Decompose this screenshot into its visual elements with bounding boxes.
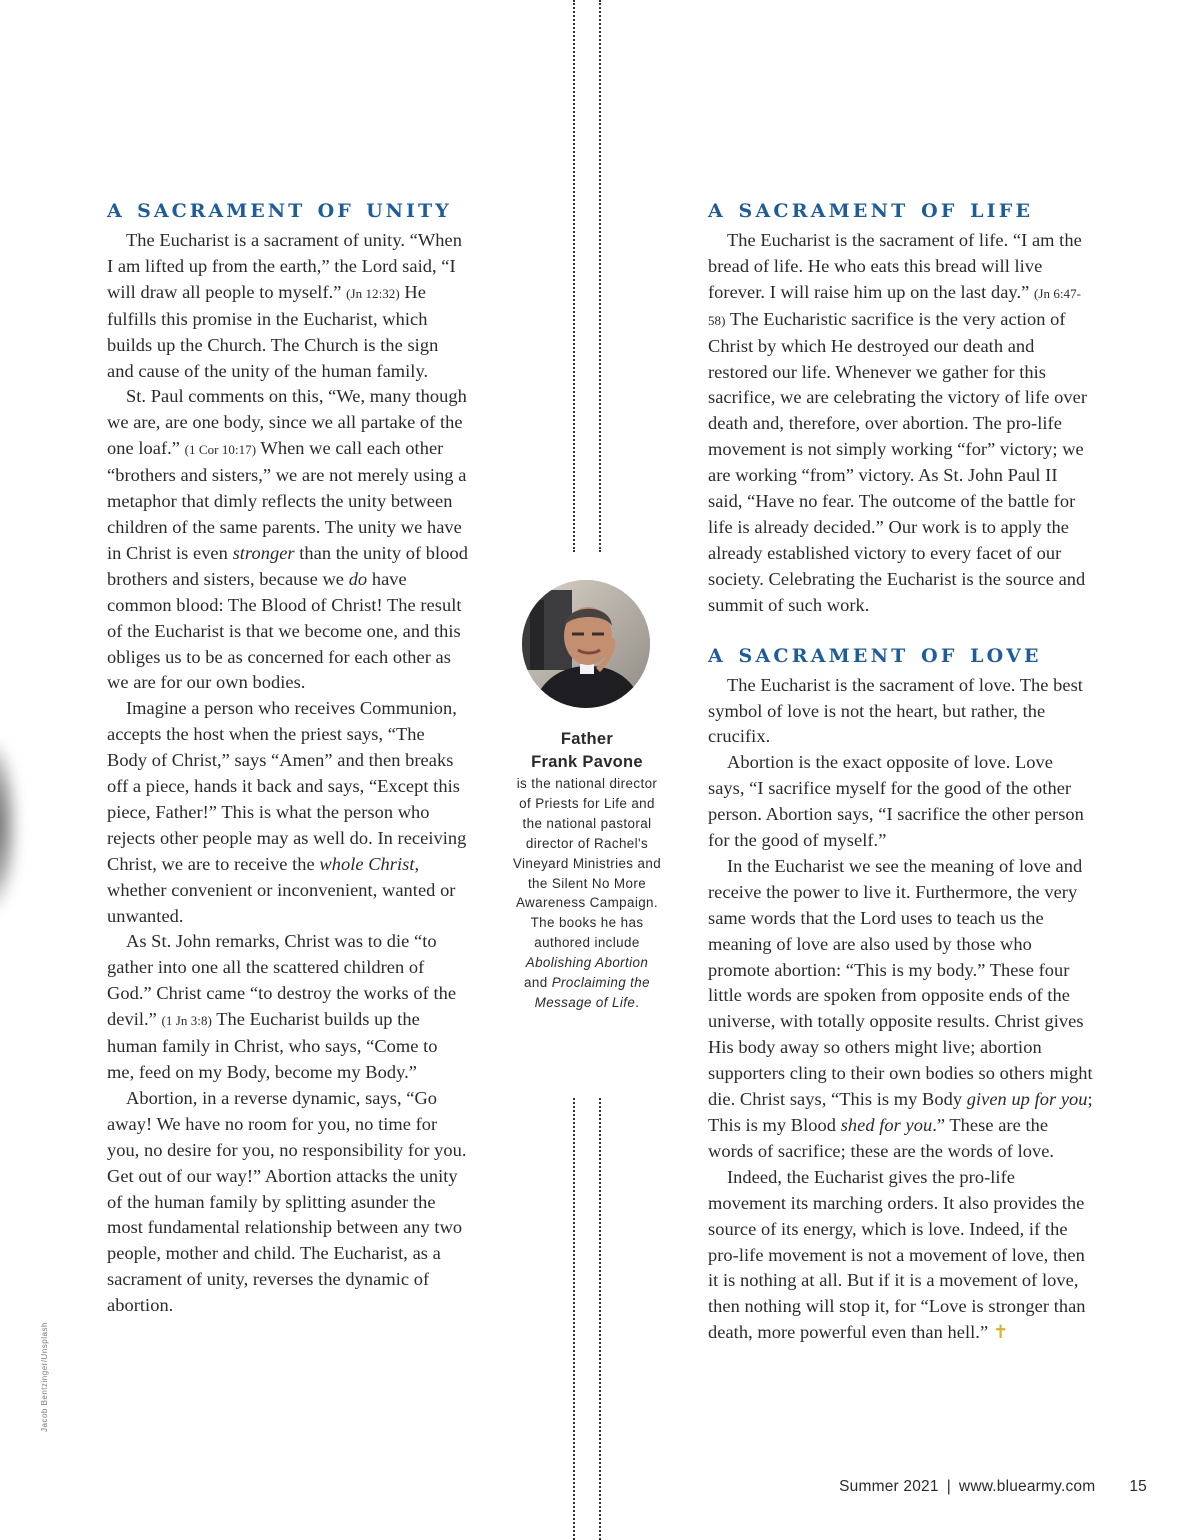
dotted-divider-bottom-right (599, 1098, 601, 1540)
page-number: 15 (1129, 1478, 1147, 1495)
author-name-line1: Father (560, 730, 614, 748)
paragraph: In the Eucharist we see the meaning of love and receive the power to live it. Furthermore, the very same words that the Lord uses to teach us the meaning of love are also used by those who promote abortion: “This is my body.” These four little words are spoken from opposite ends of the universe, with totally opposite results. Christ gives His body away so others might live; abortion supporters cling to their own bodies so others might die. Christ says, “This is my Body given up for you; This is my Blood shed for you.” These are the words of sacrifice; these are the words of love. (708, 855, 1093, 1161)
paragraph: The Eucharist is the sacrament of love. The best symbol of love is not the heart, but rather, the crucifix. (708, 674, 1083, 747)
cross-icon: ✝ (992, 1322, 1009, 1344)
dotted-divider-bottom-left (573, 1098, 575, 1540)
author-photo (522, 580, 650, 708)
citation: (Jn 12:32) (346, 285, 400, 301)
column-left (107, 192, 469, 1319)
citation: (1 Jn 3:8) (161, 1013, 212, 1029)
author-bio-text: is the national director of Priests for Life and the national pastoral director of Rachel's Vineyard Ministries and the Silent No More Awareness Campaign. The books he has authored include Abolishing Abortion and Proclaiming the Message of Life. (512, 776, 662, 1010)
footer-separator: | (946, 1478, 951, 1495)
heading-sacrament-of-unity: a sacrament of unity (107, 193, 452, 224)
citation: (Jn 6:47-58) (708, 285, 1082, 328)
paragraph: Abortion is the exact opposite of love. Love says, “I sacrifice myself for the good of the other person. Abortion says, “I sacrifice the other person for the good of myself.” (708, 752, 1084, 851)
paragraph: The Eucharist is the sacrament of life. “I am the bread of life. He who eats this bread will live forever. I will raise him up on the last day.” (Jn 6:47-58) The Eucharistic sacrifice is the very action of Christ by which He destroyed our death and restored our life. Whenever we gather for this sacrifice, we are celebrating the victory of life over death and, therefore, over abortion. The pro-life movement is not simply working “for” victory; we are working “from” victory. As St. John Paul II said, “Have no fear. The outcome of the battle for life is already decided.” Our work is to apply the already established victory to every facet of our society. Celebrating the Eucharist is the source and summit of such work. (708, 230, 1087, 615)
paragraph: Imagine a person who receives Communion, accepts the host when the priest says, “The Body of Christ,” says “Amen” and then breaks off a piece, hands it back and says, “Except this piece, Father!” This is what the person who rejects other people may as well do. In receiving Christ, we are to receive the whole Christ, whether convenient or inconvenient, wanted or unwanted. (107, 698, 467, 926)
dotted-divider-top-right (599, 0, 601, 552)
issue-label: Summer 2021 (839, 1478, 939, 1495)
page-footer (839, 1478, 1147, 1496)
citation: (1 Cor 10:17) (184, 442, 257, 458)
author-name-line2: Frank Pavone (531, 753, 643, 771)
paragraph: The Eucharist is a sacrament of unity. “When I am lifted up from the earth,” the Lord said, “I will draw all people to myself.” (Jn 12:32) He fulfills this promise in the Eucharist, which builds up the Church. The Church is the sign and cause of the unity of the human family. (107, 230, 462, 381)
paragraph: Abortion, in a reverse dynamic, says, “Go away! We have no room for you, no time for you, no desire for you, no responsibility for you. Get out of our way!” Abortion attacks the unity of the human family by splitting asunder the most fundamental relationship between any two people, mother and child. The Eucharist, as a sacrament of unity, reverses the dynamic of abortion. (107, 1087, 467, 1316)
photo-credit: Jacob Bentzinger/Unsplash (40, 1322, 49, 1432)
author-bio (512, 728, 662, 1013)
dotted-divider-top-left (573, 0, 575, 552)
paragraph: As St. John remarks, Christ was to die “to gather into one all the scattered children of God.” Christ came “to destroy the works of the devil.” (1 Jn 3:8) The Eucharist builds up the human family in Christ, who says, “Come to me, feed on my Body, become my Body.” (107, 931, 457, 1082)
column-right (708, 192, 1094, 1346)
heading-sacrament-of-love: a sacrament of love (708, 637, 1042, 669)
author-portrait-illustration (522, 580, 650, 708)
blurred-background-photo-edge (0, 740, 18, 910)
book-title: Proclaiming the Message of Life (534, 975, 650, 1010)
paragraph: St. Paul comments on this, “We, many though we are, are one body, since we all partake of the one loaf.” (1 Cor 10:17) When we call each other “brothers and sisters,” we are not merely using a metaphor that dimly reflects the unity between children of the same parents. The unity we have in Christ is even stronger than the unity of blood brothers and sisters, because we do have common blood: The Blood of Christ! The result of the Eucharist is that we become one, and this obliges us to be as concerned for each other as we are for our own bodies. (107, 386, 468, 693)
heading-sacrament-of-life: a sacrament of life (708, 193, 1034, 224)
book-title: Abolishing Abortion (525, 955, 649, 971)
paragraph: Indeed, the Eucharist gives the pro-life movement its marching orders. It also provides the source of its energy, which is love. Indeed, if the pro-life movement is not a movement of love, then it is nothing at all. But if it is a movement of love, then nothing will stop it, for “Love is stronger than death, more powerful even than hell.” ✝ (708, 1166, 1086, 1344)
website-link[interactable]: www.bluearmy.com (958, 1478, 1096, 1495)
